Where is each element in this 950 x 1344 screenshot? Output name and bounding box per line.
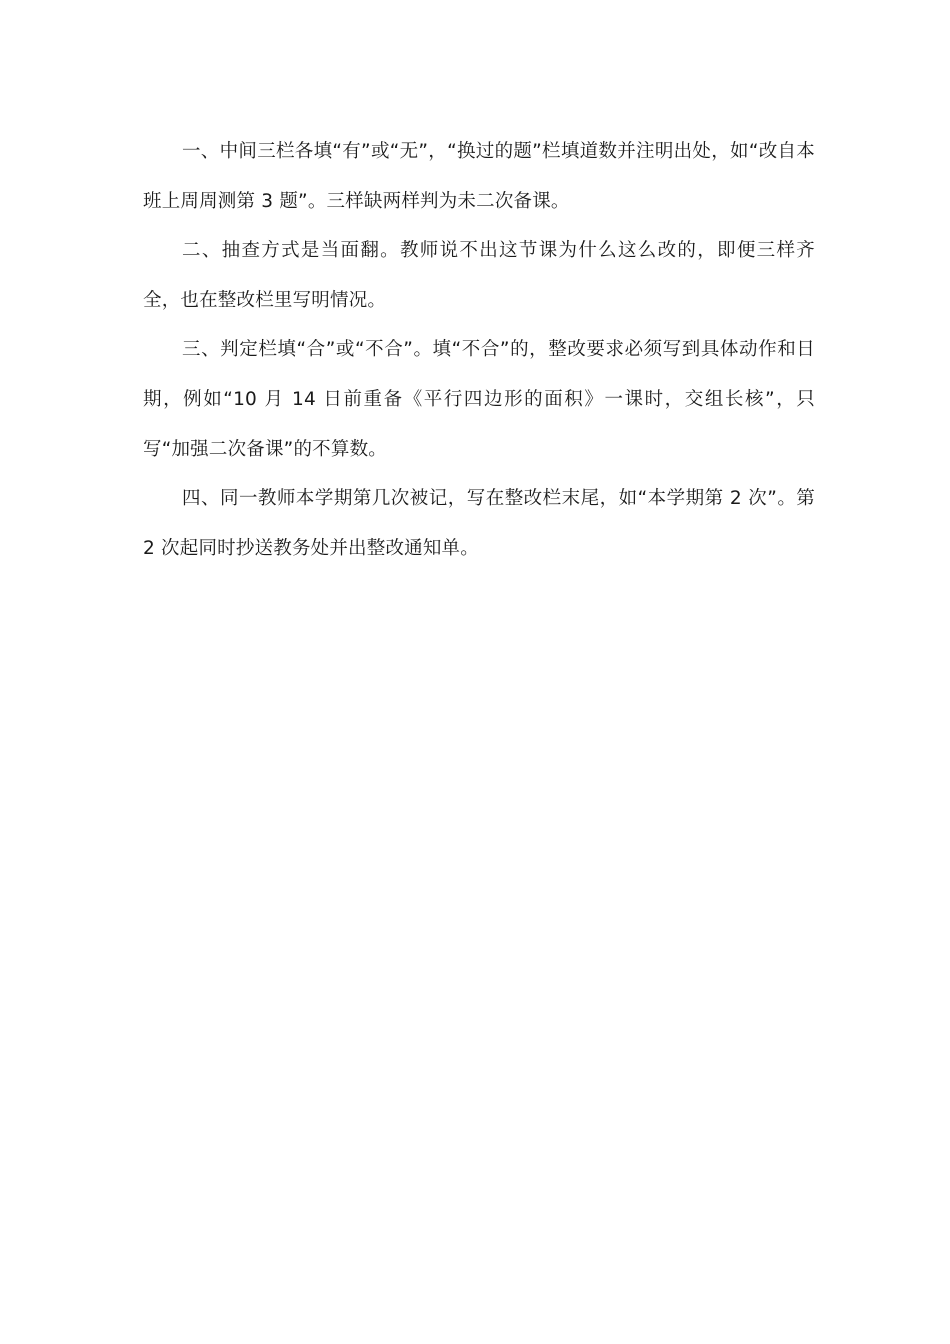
paragraph-1: 一、中间三栏各填“有”或“无”，“换过的题”栏填道数并注明出处，如“改自本班上周周测第 3 题”。三样缺两样判为未二次备课。 <box>143 141 815 212</box>
document-body <box>143 127 815 573</box>
paragraph-3: 三、判定栏填“合”或“不合”。填“不合”的，整改要求必须写到具体动作和日期，例如“10 月 14 日前重备《平行四边形的面积》一课时，交组长核”，只写“加强二次备课”的不算数。 <box>143 339 815 460</box>
paragraph-4: 四、同一教师本学期第几次被记，写在整改栏末尾，如“本学期第 2 次”。第 2 次起同时抄送教务处并出整改通知单。 <box>143 488 815 559</box>
paragraph-2: 二、抽查方式是当面翻。教师说不出这节课为什么这么改的，即便三样齐全，也在整改栏里写明情况。 <box>143 240 815 311</box>
